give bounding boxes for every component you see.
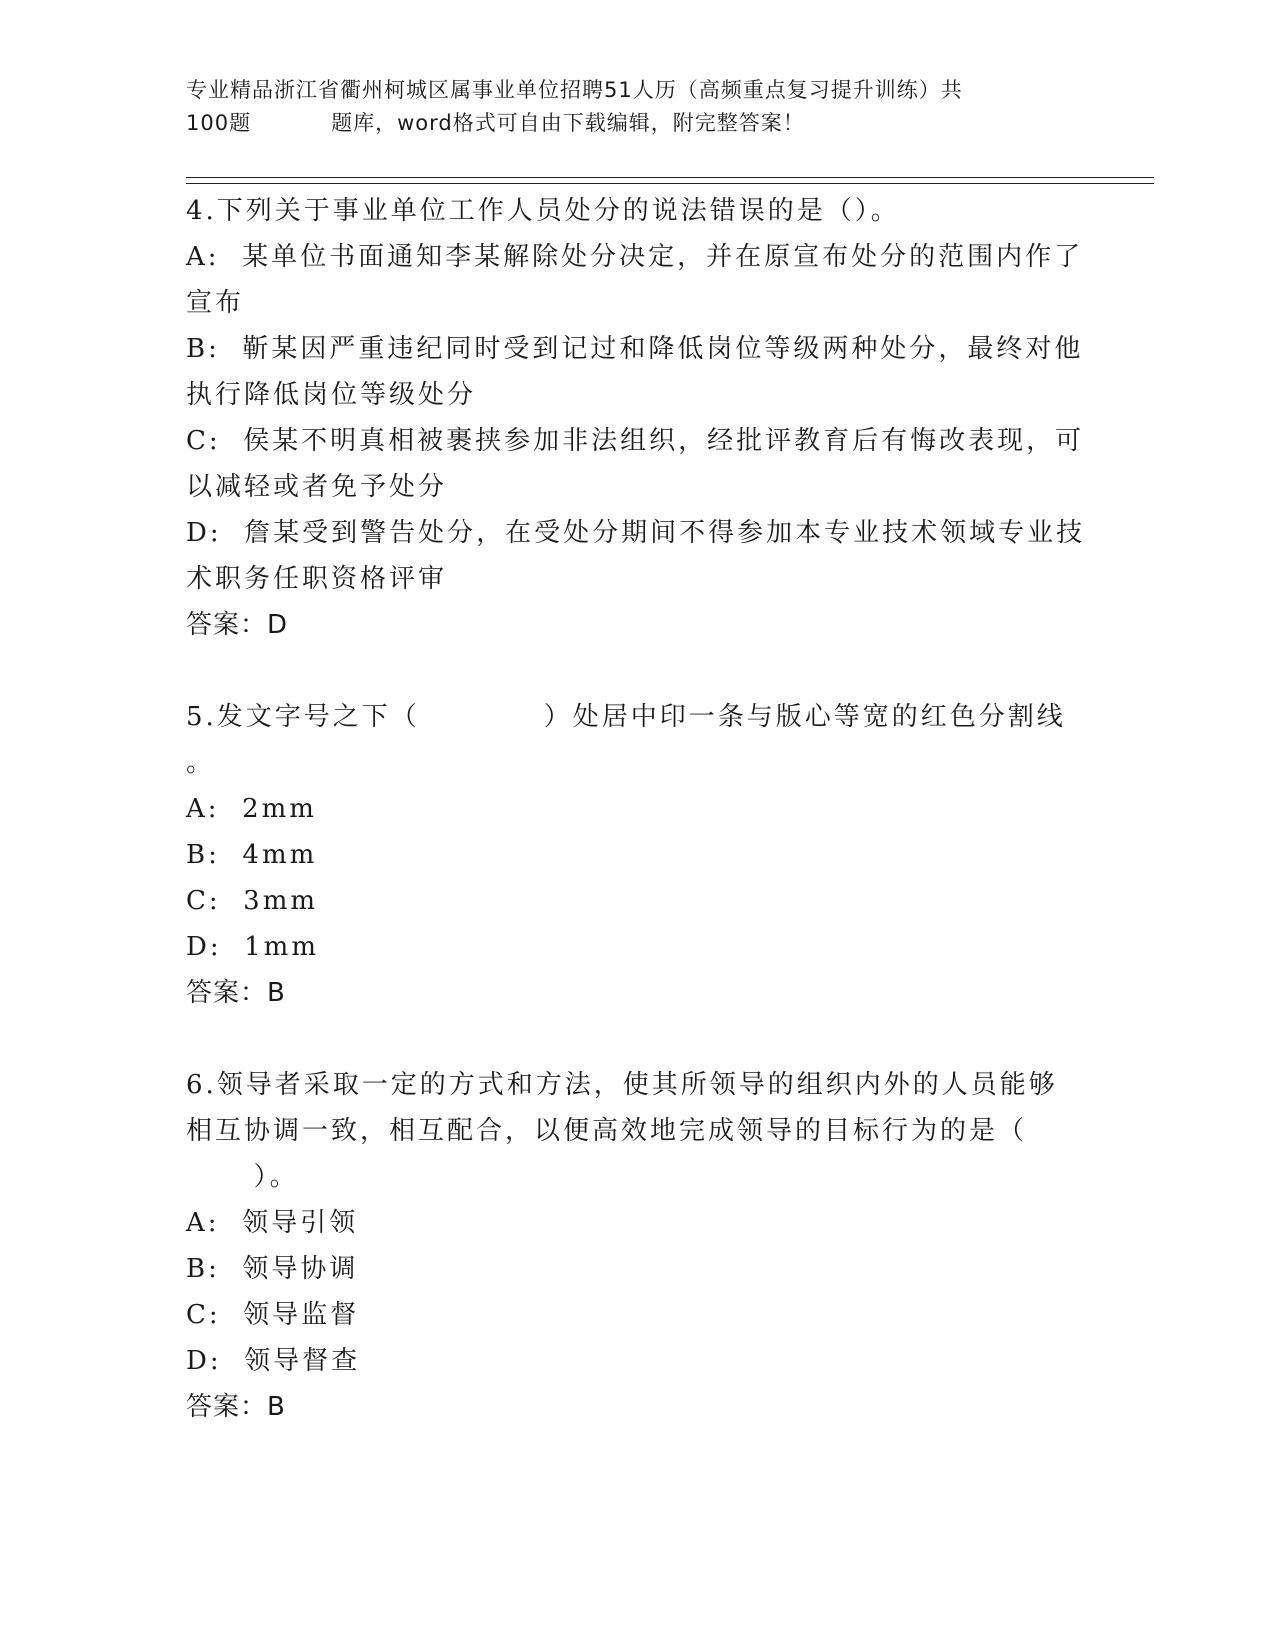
option-a xyxy=(186,234,1086,326)
option-b: B: 领导协调 xyxy=(186,1254,359,1284)
option-c: C: 3mm xyxy=(186,886,319,916)
option-a: A: 2mm xyxy=(186,794,317,824)
question-list xyxy=(186,188,1086,1430)
header-count: 100题 xyxy=(186,111,252,135)
option-line: A: 某单位书面通知李某解除处分决定，并在原宣布处分的范围内作了 xyxy=(186,242,1084,272)
answer-text: 答案：D xyxy=(186,610,289,640)
option-line: C: 侯某不明真相被裹挟参加非法组织，经批评教育后有悔改表现，可 xyxy=(186,426,1085,456)
option-line: D: 詹某受到警告处分，在受处分期间不得参加本专业技术领域专业技 xyxy=(186,518,1086,548)
question-stem: 。 xyxy=(186,748,216,778)
option-c xyxy=(186,418,1086,510)
question-5 xyxy=(186,694,1086,1016)
option-d xyxy=(186,510,1086,602)
header-title-line-1: 专业精品浙江省衢州柯城区属事业单位招聘51人历（高频重点复习提升训练）共 xyxy=(186,78,963,102)
header-description: 题库，word格式可自由下载编辑，附完整答案！ xyxy=(331,111,805,135)
question-stem: ）。 xyxy=(186,1162,299,1192)
option-a: A: 领导引领 xyxy=(186,1208,359,1238)
question-stem: 相互协调一致，相互配合，以便高效地完成领导的目标行为的是（ xyxy=(186,1116,1028,1146)
answer-text: 答案：B xyxy=(186,1392,286,1422)
option-d: D: 1mm xyxy=(186,932,319,962)
option-b xyxy=(186,326,1086,418)
option-line: 宣布 xyxy=(186,288,245,318)
option-line: 执行降低岗位等级处分 xyxy=(186,380,477,410)
question-4 xyxy=(186,188,1086,648)
question-stem: 4.下列关于事业单位工作人员处分的说法错误的是（）。 xyxy=(186,196,900,226)
document-header xyxy=(186,74,1086,140)
option-line: 术职务任职资格评审 xyxy=(186,564,448,594)
question-6 xyxy=(186,1062,1086,1430)
option-d: D: 领导督查 xyxy=(186,1346,361,1376)
question-stem: 6.领导者采取一定的方式和方法，使其所领导的组织内外的人员能够 xyxy=(186,1070,1058,1100)
option-line: 以减轻或者免予处分 xyxy=(186,472,448,502)
header-divider-bottom xyxy=(186,183,1154,184)
answer-text: 答案：B xyxy=(186,978,286,1008)
question-stem: 5.发文字号之下（ ）处居中印一条与版心等宽的红色分割线 xyxy=(186,702,1066,732)
option-line: B: 靳某因严重违纪同时受到记过和降低岗位等级两种处分，最终对他 xyxy=(186,334,1084,364)
option-b: B: 4mm xyxy=(186,840,318,870)
option-c: C: 领导监督 xyxy=(186,1300,360,1330)
header-title-line-2 xyxy=(186,107,1086,140)
header-divider-top xyxy=(186,177,1154,178)
